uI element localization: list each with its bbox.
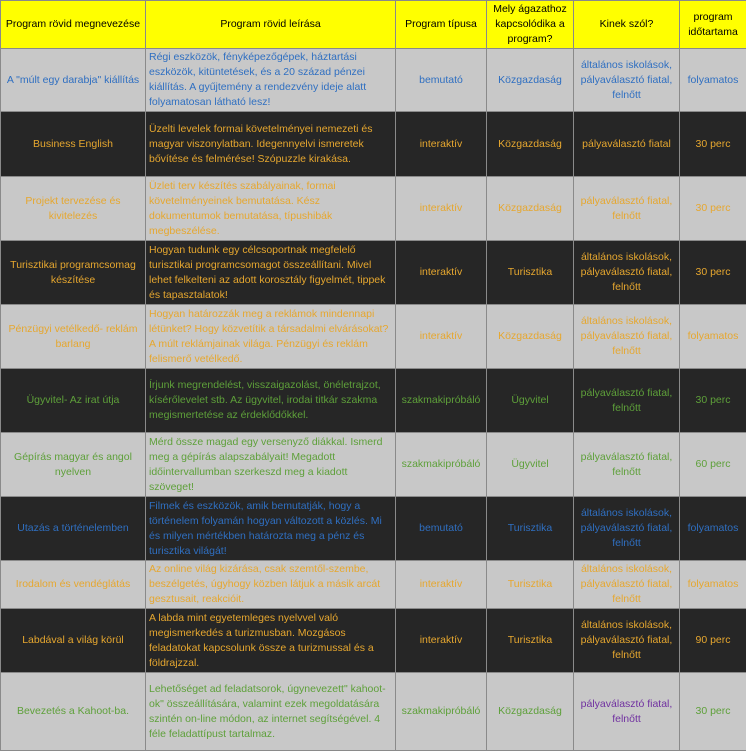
duration-cell[interactable]: 30 perc [680, 112, 746, 177]
table-row[interactable] [1, 609, 746, 673]
program-type-cell[interactable]: interaktív [396, 561, 487, 609]
program-description-cell[interactable]: Filmek és eszközök, amik bemutatják, hogy a történelem folyamán hogyan változott a közlés. Mi és milyen mértékben határozta meg a pénz és turisztika világát! [146, 497, 396, 561]
program-description-cell[interactable]: Üzleti terv készítés szabályainak, formai követelményeinek bemutatása. Kész dokumentumok bemutatása, típushibák megbeszélése. [146, 177, 396, 241]
audience-cell[interactable]: általános iskolások, pályaválasztó fiatal, felnőtt [574, 561, 680, 609]
audience-cell[interactable]: általános iskolások, pályaválasztó fiatal, felnőtt [574, 305, 680, 369]
table-row[interactable] [1, 561, 746, 609]
sector-cell[interactable]: Turisztika [487, 241, 574, 305]
program-name-cell[interactable]: Irodalom és vendéglátás [1, 561, 146, 609]
program-type-cell[interactable]: interaktív [396, 241, 487, 305]
table-row[interactable] [1, 241, 746, 305]
header-program-description: Program rövid leírása [146, 1, 396, 49]
sector-cell[interactable]: Turisztika [487, 497, 574, 561]
program-name-cell[interactable]: Turisztikai programcsomag készítése [1, 241, 146, 305]
program-name-cell[interactable]: Utazás a történelemben [1, 497, 146, 561]
table-row[interactable] [1, 305, 746, 369]
program-name-cell[interactable]: A "múlt egy darabja" kiállítás [1, 49, 146, 112]
program-type-cell[interactable]: szakmakipróbáló [396, 433, 487, 497]
header-program-name: Program rövid megnevezése [1, 1, 146, 49]
header-audience: Kinek szól? [574, 1, 680, 49]
program-name-cell[interactable]: Bevezetés a Kahoot-ba. [1, 673, 146, 751]
duration-cell[interactable]: 60 perc [680, 433, 746, 497]
program-name-cell[interactable]: Projekt tervezése és kivitelezés [1, 177, 146, 241]
program-name-cell[interactable]: Business English [1, 112, 146, 177]
program-description-cell[interactable]: A labda mint egyetemleges nyelvvel való megismerkedés a turizmusban. Mozgásos feladatokat kapcsolunk össze a turizmussal és a földrajzzal. [146, 609, 396, 673]
table-row[interactable] [1, 177, 746, 241]
duration-cell[interactable]: 30 perc [680, 369, 746, 433]
program-type-cell[interactable]: bemutató [396, 49, 487, 112]
table-row[interactable] [1, 433, 746, 497]
program-name-cell[interactable]: Pénzügyi vetélkedő- reklám barlang [1, 305, 146, 369]
sector-cell[interactable]: Ügyvitel [487, 433, 574, 497]
program-name-cell[interactable]: Gépírás magyar és angol nyelven [1, 433, 146, 497]
sector-cell[interactable]: Ügyvitel [487, 369, 574, 433]
duration-cell[interactable]: folyamatos [680, 497, 746, 561]
program-description-cell[interactable]: Mérd össze magad egy versenyző diákkal. Ismerd meg a gépírás alapszabályait! Megadott időintervallumban szerkeszd meg a kiadott szöveget! [146, 433, 396, 497]
program-name-cell[interactable]: Ügyvitel- Az irat útja [1, 369, 146, 433]
program-description-cell[interactable]: Írjunk megrendelést, visszaigazolást, önéletrajzot, kísérőlevelet stb. Az ügyvitel, irodai titkár szakma megismertetése az érdeklődőkkel. [146, 369, 396, 433]
program-description-cell[interactable]: Hogyan tudunk egy célcsoportnak megfelelő turisztikai programcsomagot összeállítani. Mivel lehet felkelteni az adott korosztály figyelmét, tippek és tapasztalatok! [146, 241, 396, 305]
program-description-cell[interactable]: Az online világ kizárása, csak szemtől-szembe, beszélgetés, úgyhogy közben látjuk a másik arcát gesztusait, reakcióit. [146, 561, 396, 609]
duration-cell[interactable]: folyamatos [680, 49, 746, 112]
sector-cell[interactable]: Turisztika [487, 609, 574, 673]
duration-cell[interactable]: folyamatos [680, 561, 746, 609]
header-sector: Mely ágazathoz kapcsolódika a program? [487, 1, 574, 49]
duration-cell[interactable]: 90 perc [680, 609, 746, 673]
table-row[interactable] [1, 369, 746, 433]
sector-cell[interactable]: Közgazdaság [487, 112, 574, 177]
audience-cell[interactable]: pályaválasztó fiatal, felnőtt [574, 369, 680, 433]
audience-cell[interactable]: pályaválasztó fiatal, felnőtt [574, 177, 680, 241]
table-row[interactable] [1, 673, 746, 751]
program-type-cell[interactable]: szakmakipróbáló [396, 369, 487, 433]
program-description-cell[interactable]: Hogyan határozzák meg a reklámok mindennapi létünket? Hogy közvetítik a társadalmi elvárásokat? A múlt reklámjainak világa. Pénzügyi és reklám felismerő vetélkedő. [146, 305, 396, 369]
program-type-cell[interactable]: interaktív [396, 609, 487, 673]
table-row[interactable] [1, 49, 746, 112]
sector-cell[interactable]: Közgazdaság [487, 673, 574, 751]
program-type-cell[interactable]: interaktív [396, 177, 487, 241]
program-type-cell[interactable]: interaktív [396, 112, 487, 177]
header-program-type: Program típusa [396, 1, 487, 49]
table-row[interactable] [1, 497, 746, 561]
sector-cell[interactable]: Közgazdaság [487, 49, 574, 112]
duration-cell[interactable]: 30 perc [680, 673, 746, 751]
header-row [1, 1, 746, 49]
program-description-cell[interactable]: Üzelti levelek formai követelményei nemezeti és magyar viszonylatban. Idegennyelvi ismeretek bővítése és felmérése! Szópuzzle kirakása. [146, 112, 396, 177]
program-type-cell[interactable]: szakmakipróbáló [396, 673, 487, 751]
program-name-cell[interactable]: Labdával a világ körül [1, 609, 146, 673]
program-type-cell[interactable]: interaktív [396, 305, 487, 369]
program-type-cell[interactable]: bemutató [396, 497, 487, 561]
duration-cell[interactable]: 30 perc [680, 177, 746, 241]
program-description-cell[interactable]: Lehetőséget ad feladatsorok, úgynevezett" kahoot-ok" összeállítására, valamint ezek megoldatására szintén on-line módon, az internet segítségével. 4 féle feladattípust tartalmaz. [146, 673, 396, 751]
audience-cell[interactable]: pályaválasztó fiatal, felnőtt [574, 673, 680, 751]
audience-cell[interactable]: általános iskolások, pályaválasztó fiatal, felnőtt [574, 609, 680, 673]
duration-cell[interactable]: 30 perc [680, 241, 746, 305]
sector-cell[interactable]: Közgazdaság [487, 305, 574, 369]
audience-cell[interactable]: pályaválasztó fiatal, felnőtt [574, 433, 680, 497]
table-row[interactable] [1, 112, 746, 177]
audience-cell[interactable]: általános iskolások, pályaválasztó fiatal, felnőtt [574, 49, 680, 112]
sector-cell[interactable]: Közgazdaság [487, 177, 574, 241]
duration-cell[interactable]: folyamatos [680, 305, 746, 369]
header-duration: program időtartama [680, 1, 746, 49]
audience-cell[interactable]: pályaválasztó fiatal [574, 112, 680, 177]
program-description-cell[interactable]: Régi eszközök, fényképezőgépek, háztartási eszközök, kitüntetések, és a 20 század pénzei kiállítás. A gyűjtemény a rendezvény ideje alatt folyamatosan látható lesz! [146, 49, 396, 112]
audience-cell[interactable]: általános iskolások, pályaválasztó fiatal, felnőtt [574, 241, 680, 305]
audience-cell[interactable]: általános iskolások, pályaválasztó fiatal, felnőtt [574, 497, 680, 561]
sector-cell[interactable]: Turisztika [487, 561, 574, 609]
